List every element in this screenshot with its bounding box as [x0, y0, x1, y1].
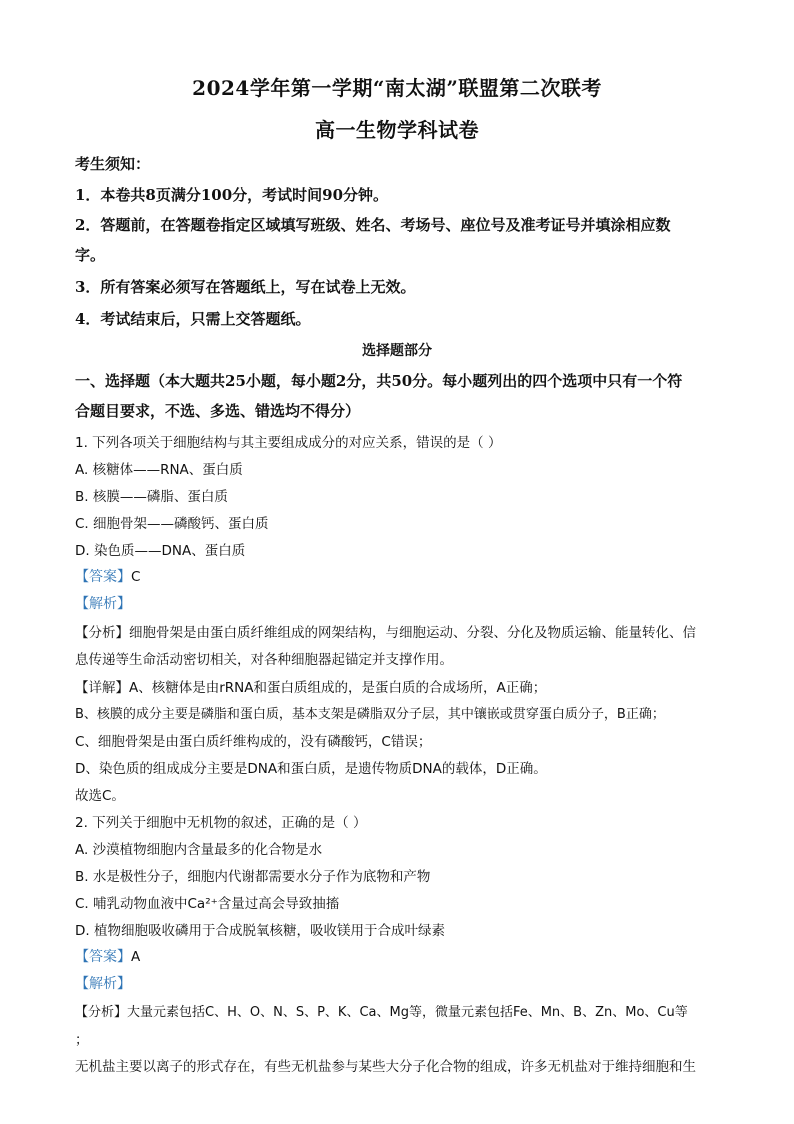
- notice-item: 1．本卷共8页满分100分，考试时间90分钟。: [75, 186, 389, 204]
- option: D. 植物细胞吸收磷用于合成脱氧核糖，吸收镁用于合成叶绿素: [75, 923, 445, 939]
- analysis-line: 息传递等生命活动密切相关，对各种细胞器起锚定并支撑作用。: [75, 652, 453, 668]
- answer-tag: 【答案】: [75, 949, 131, 965]
- detail-line: [75, 676, 546, 696]
- question-stem: 1. 下列各项关于细胞结构与其主要组成成分的对应关系，错误的是（ ）: [75, 435, 502, 451]
- question-stem: 2. 下列关于细胞中无机物的叙述，正确的是（ ）: [75, 815, 367, 831]
- notice-item: 3．所有答案必须写在答题纸上，写在试卷上无效。: [75, 278, 416, 296]
- notice-item: 2．答题前，在答题卷指定区域填写班级、姓名、考场号、座位号及准考证号并填涂相应数: [75, 216, 671, 234]
- analysis-line: 无机盐主要以离子的形式存在，有些无机盐参与某些大分子化合物的组成，许多无机盐对于维持细胞和生: [75, 1059, 696, 1075]
- analysis-tag: 【解析】: [75, 596, 131, 612]
- xiangjie-tag: 【详解】: [75, 680, 129, 696]
- analysis-line: ；: [75, 1032, 89, 1048]
- fenxi-text: 大量元素包括C、H、O、N、S、P、K、Ca、Mg等，微量元素包括Fe、Mn、B、Zn、Mo、Cu等: [127, 1005, 688, 1020]
- notice-item: 4．考试结束后，只需上交答题纸。: [75, 310, 311, 328]
- detail-line: D、染色质的组成成分主要是DNA和蛋白质，是遗传物质DNA的载体，D正确。: [75, 761, 547, 777]
- detail-line: B、核膜的成分主要是磷脂和蛋白质，基本支架是磷脂双分子层，其中镶嵌或贯穿蛋白质分子，B正确；: [75, 707, 665, 722]
- part-instruction: 一、选择题（本大题共25小题，每小题2分，共50分。每小题列出的四个选项中只有一个符: [75, 372, 683, 390]
- analysis-line: [75, 1001, 688, 1020]
- detail-line: C、细胞骨架是由蛋白质纤维构成的，没有磷酸钙，C错误；: [75, 734, 432, 750]
- fenxi-tag: 【分析】: [75, 1005, 128, 1020]
- notice-item: 字。: [75, 246, 106, 264]
- option: A. 核糖体——RNA、蛋白质: [75, 462, 243, 478]
- answer-line: [75, 566, 140, 586]
- part-instruction: 合题目要求，不选、多选、错选均不得分）: [75, 402, 361, 420]
- option: C. 细胞骨架——磷酸钙、蛋白质: [75, 516, 269, 532]
- exam-title: 2024学年第一学期“南太湖”联盟第二次联考: [192, 76, 602, 100]
- option: A. 沙漠植物细胞内含量最多的化合物是水: [75, 842, 323, 858]
- fenxi-tag: 【分析】: [75, 625, 129, 641]
- answer-value: C: [131, 569, 141, 585]
- option: D. 染色质——DNA、蛋白质: [75, 543, 246, 559]
- notice-heading: 考生须知：: [75, 155, 151, 173]
- analysis-line: [75, 621, 696, 641]
- answer-tag: 【答案】: [75, 569, 131, 585]
- option: B. 水是极性分子，细胞内代谢都需要水分子作为底物和产物: [75, 869, 431, 885]
- analysis-tag: 【解析】: [75, 976, 131, 992]
- detail-text: A、核糖体是由rRNA和蛋白质组成的，是蛋白质的合成场所，A正确；: [129, 680, 547, 696]
- answer-value: A: [131, 949, 141, 965]
- option: B. 核膜——磷脂、蛋白质: [75, 489, 228, 505]
- fenxi-text: 细胞骨架是由蛋白质纤维组成的网架结构，与细胞运动、分裂、分化及物质运输、能量转化、信: [129, 625, 696, 641]
- conclusion: 故选C。: [75, 788, 125, 804]
- answer-line: [75, 946, 140, 966]
- section-title: 选择题部分: [362, 343, 432, 359]
- option: C. 哺乳动物血液中Ca²⁺含量过高会导致抽搐: [75, 896, 340, 912]
- exam-subtitle: 高一生物学科试卷: [315, 118, 479, 142]
